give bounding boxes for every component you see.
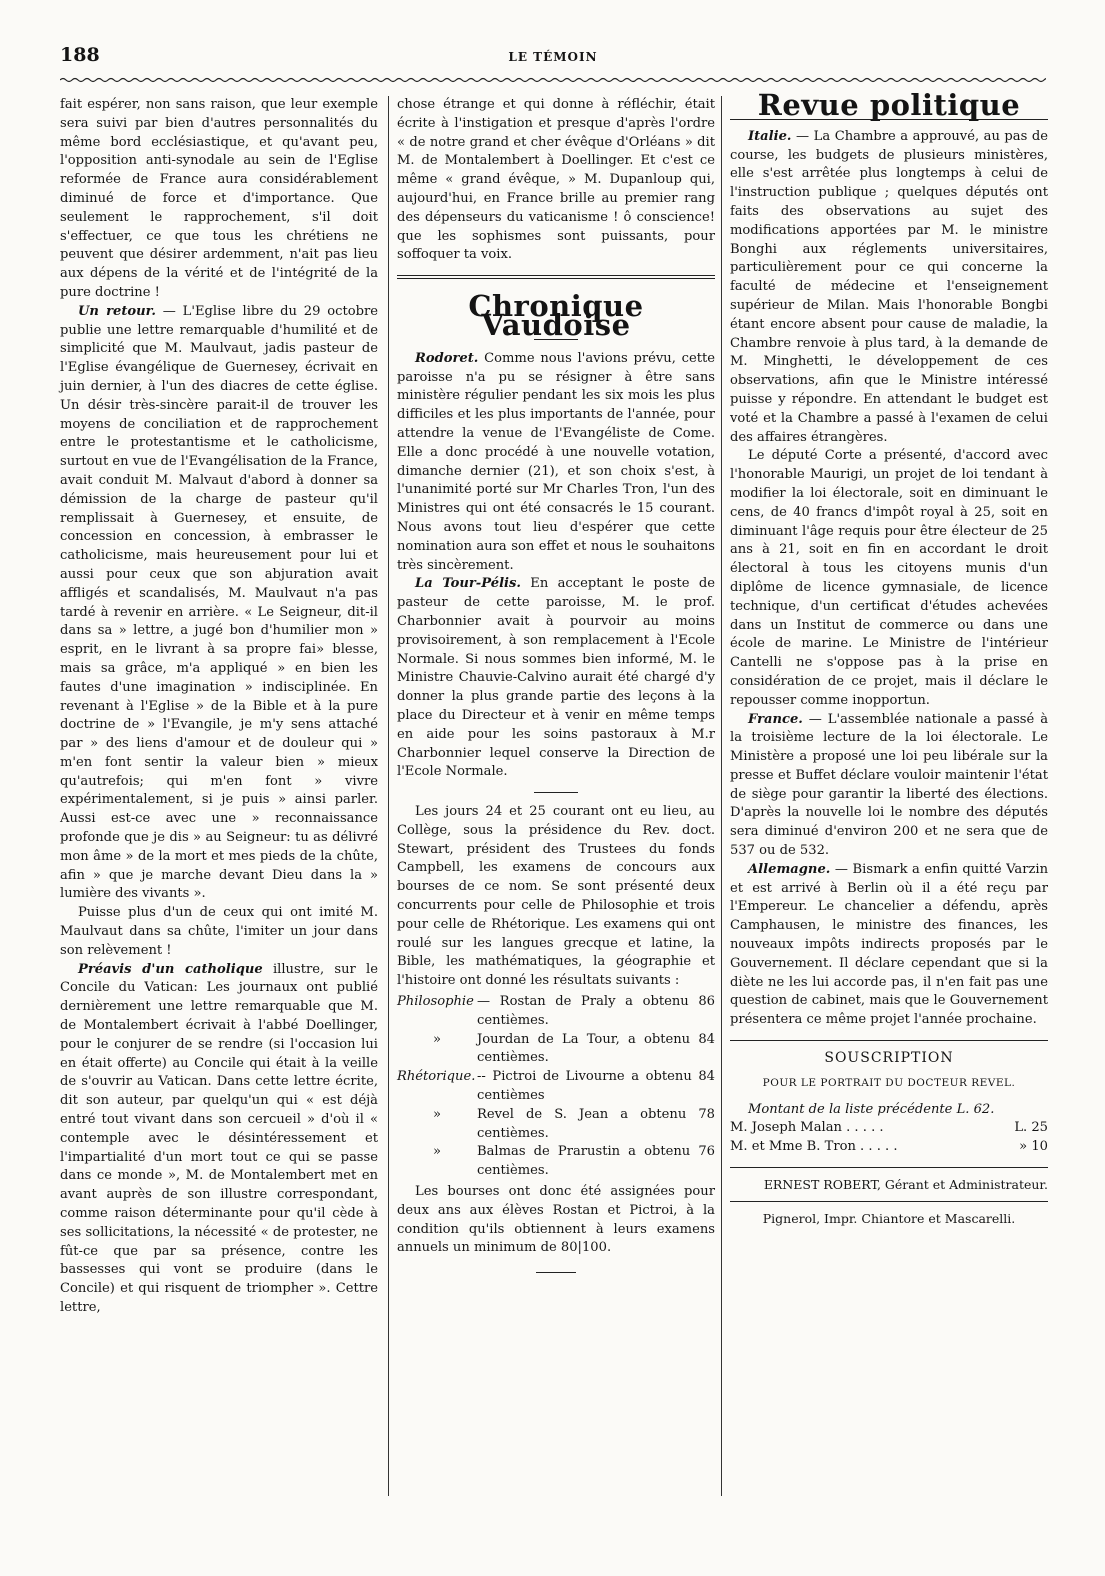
donor-amount: L. 25 (1014, 1120, 1048, 1136)
article-france (730, 711, 1048, 861)
paragraph: Puisse plus d'un de ceux qui ont imité M. Maulvaut dans sa chûte, l'imiter un jour dans son relèvement ! (60, 905, 378, 958)
column-divider (388, 96, 389, 1496)
result-label: » (432, 1031, 441, 1047)
souscription-title: SOUSCRIPTION (824, 1050, 954, 1067)
paragraph: fait espérer, non sans raison, que leur exemple sera suivi par bien d'autres personnalités du même bord ecclésiastique, et qu'avant peu, l'opposition anti-synodale au sein de l'Eglise reformée de France aura considérablement diminué de force et d'importance. Que seulement le rapprochement, s'il doit s'effectuer, ce que tous les chrétiens ne peuvent que désirer ardemment, n'ait pas lieu aux dépens de la vérité et de l'intégrité de la pure doctrine ! (60, 97, 378, 300)
result-label: Philosophie (397, 994, 474, 1010)
result-label: » (432, 1144, 441, 1160)
column-middle (397, 96, 715, 1273)
result-text: Jourdan de La Tour, a obtenu 84 centièmes. (477, 1031, 715, 1066)
article-text: Comme nous l'avions prévu, cette paroisse n'a pu se résigner à être sans ministère régulier pendant les six mois les plus difficiles et les plus importants de l'année, pour attendre la venue de l'Evangéliste de Come. Elle a donc procédé à une nouvelle votation, dimanche dernier (21), et son choix s'est, à l'unanimité porté sur Mr Charles Tron, l'un des Ministres qui ont été consacrés le 15 courant. Nous avons tout lieu d'espérer que cette nomination aura son effet et nous le souhaitons très sincèrement. (397, 350, 715, 573)
column-divider (721, 96, 722, 1496)
article-un-retour (60, 303, 378, 905)
article-tour-pelis (397, 575, 715, 782)
short-rule (536, 1272, 576, 1273)
section-divider (730, 1201, 1048, 1202)
rubric-heading: Un retour. (78, 303, 156, 319)
donor-name: M. et Mme B. Tron . . . . . (730, 1139, 898, 1155)
rubric-heading: France. (748, 711, 803, 727)
article-text: En acceptant le poste de pasteur de cette paroisse, M. le prof. Charbonnier avait à pourvoir au moins provisoirement, à son remplacement à l'Ecole Normale. Si nous sommes bien informé, M. le Ministre Chauvie-Calvino aurait été chargé d'y donner la plus grande partie des leçons à la place du Directeur et à venir en même temps en aide pour les soins pastoraux à M.r Charbonnier lequel conserve la Direction de l'Ecole Normale. (397, 576, 716, 780)
result-row (397, 1106, 715, 1144)
article-allemagne (730, 861, 1048, 1030)
rubric-heading: Préavis d'un catholique (78, 961, 263, 977)
result-row (397, 993, 715, 1031)
gerant-imprint: ERNEST ROBERT, Gérant et Administrateur. (763, 1177, 1048, 1193)
page-number: 188 (60, 44, 100, 66)
column-right (730, 88, 1048, 1229)
short-rule (534, 792, 578, 793)
paragraph: Le député Corte a présenté, d'accord avec l'honorable Maurigi, un projet de loi tendant à modifier la loi électorale, soit en diminuant le cens, de 40 francs d'impôt royal à 25, soit en diminuant l'âge requis pour être électeur de 25 ans à 21, soit en fin en accordant le droit électoral à tous les citoyens munis d'un diplôme de licence gymnasiale, de licence technique, d'un certificat d'études achevées dans un Institut de commerce ou dans une école de marine. Le Ministre de l'intérieur Cantelli ne s'oppose pas à la prise en considération de ce projet, mais il déclare le repousser comme inopportun. (730, 448, 1048, 708)
paragraph: chose étrange et qui donne à réfléchir, était écrite à l'instigation et presque d'après l'ordre « de notre grand et cher évêque d'Orléans » dit M. de Montalembert à Doellinger. Et c'est ce même « grand évêque, » M. Dupanloup qui, aujourd'hui, en France brille au premier rang des dépenseurs du vaticanisme ! ô conscience! que les sophismes sont puissants, pour soffoquer ta voix. (397, 97, 715, 263)
paragraph: Les jours 24 et 25 courant ont eu lieu, au Collège, sous la présidence du Rev. doct. Stewart, président des Trustees du fonds Campbell, les examens de concours aux bourses de ce nom. Se sont présenté deux concurrents pour celle de Philosophie et trois pour celle de Rhétorique. Les examens qui ont roulé sur les langues grecque et latine, la Bible, les mathématiques, la géographie et l'histoire ont donné les résultats suivants : (397, 804, 715, 989)
article-text: — La Chambre a approuvé, au pas de course, les budgets de plusieurs ministères, elle s'est arrêtée plus longtemps à celui de l'instruction publique ; quelques députés ont faits des observations au sujet des modifications apportées par M. le ministre Bonghi aux réglements universitaires, particulièrement pour ce qui concerne la faculté de médecine et l'enseignement supérieur de Milan. Mais l'honorable Bongbi étant encore absent pour cause de maladie, la Chambre renvoie à plus tard, à la demande de M. Minghetti, le développement de ces observations, afin que le Ministre intéressé puisse y répondre. En attendant le budget est voté et la Chambre a passé à l'examen de celui des affaires étrangères. (730, 128, 1048, 445)
souscription-subtitle: POUR LE PORTRAIT DU DOCTEUR REVEL. (762, 1076, 1016, 1089)
section-divider (730, 1040, 1048, 1041)
article-text: — L'assemblée nationale a passé à la troisième lecture de la loi électorale. Le Ministère a proposé une loi peu libérale sur la presse et Buffet déclare vouloir maintenir l'état de siège pour garantir la liberté des élections. D'après la nouvelle loi le nombre des députés sera diminué d'environ 200 et ne sera que de 537 ou de 532. (730, 711, 1048, 859)
section-divider (730, 1167, 1048, 1168)
result-text: — Rostan de Praly a obtenu 86 centièmes. (477, 994, 715, 1028)
result-label: » (432, 1106, 441, 1122)
section-divider (397, 275, 715, 279)
rubric-heading: Rodoret. (415, 350, 479, 366)
section-title-revue: Revue politique (757, 88, 1021, 122)
page-header (60, 44, 1046, 74)
result-text: Balmas de Prarustin a obtenu 76 centièmes. (477, 1144, 715, 1179)
rubric-heading: Italie. (748, 128, 792, 144)
printer-imprint: Pignerol, Impr. Chiantore et Mascarelli. (762, 1210, 1016, 1226)
result-row (397, 1143, 715, 1181)
article-preavis (60, 961, 378, 1318)
section-title-chronique: Chronique Vaudoise (468, 289, 644, 342)
masthead-title: LE TÉMOIN (508, 50, 598, 64)
souscription-line (730, 1119, 1048, 1138)
result-row (397, 1031, 715, 1069)
result-label: Rhétorique. (397, 1069, 476, 1085)
rubric-heading: La Tour-Pélis. (415, 576, 521, 592)
article-text: illustre, sur le Concile du Vatican: Les journaux ont publié dernièrement une lettre remarquable que M. de Montalembert écrivait à l'abbé Doellinger, pour le conjurer de se rendre (si l'occasion lui en était offerte) au Concile qui était à la veille de s'ouvrir au Vatican. Dans cette lettre écrite, dit son auteur, par quelqu'un qui « est déjà entré tout vivant dans son cercueil » d'où il « contemple avec le désintéressement et l'impartialité d'un mort tout ce qui se passe dans ce monde », M. de Montalembert met en avant auprès de son illustre correspondant, comme raison déterminante pour qu'il cède à ses sollicitations, la nécessité « de protester, ne fût-ce que par sa présence, contre les bassesses qui vont se produire (dans le Concile) et qui risquent de triompher ». Cettre lettre, (60, 961, 378, 1315)
donor-name: M. Joseph Malan . . . . . (730, 1120, 884, 1136)
rubric-heading: Allemagne. (748, 861, 831, 877)
column-left (60, 96, 378, 1318)
article-rodoret (397, 350, 715, 576)
header-wavy-rule (60, 76, 1046, 84)
article-text: — L'Eglise libre du 29 octobre publie une lettre remarquable d'humilité et de simplicité que M. Maulvaut, jadis pasteur de l'Eglise évangélique de Guernesey, écrivait en juin dernier, à l'un des diacres de cette église. Un désir très-sincère parait-il de trouver les moyens de conciliation et de rapprochement entre le protestantisme et le catholicisme, surtout en vue de l'Evangélisation de la France, avait conduit M. Malvaut d'abord à donner sa démission de la charge de pasteur qu'il remplissait à Guernesey, et ensuite, de concession en concession, à embrasser le catholicisme, mais heureusement pour lui et aussi pour ceux que son abjuration avait affligés et scandalisés, M. Maulvaut n'a pas tardé à revenir en arrière. « Le Seigneur, dit-il dans sa » lettre, a jugé bon d'humilier mon » esprit, en le livrant à sa propre fai» blesse, mais sa grâce, m'a appliqué » en bien les fautes d'une imagination » indisciplinée. En revenant à l'Eglise » de la Bible et à la pure doctrine de » l'Evangile, je m'y sens attaché par » des liens d'amour et de douleur qui » m'en font sentir la valeur bien » mieux qu'autrefois; qui m'en font » vivre expérimentalement, si je puis » ainsi parler. Aussi est-ce avec une » reconnaissance profonde que je dis » au Seigneur: tu as délivré mon âme » de la mort et mes pieds de la chûte, afin » que je marche devant Dieu dans la » lumière des vivants ». (60, 303, 379, 902)
result-row (397, 1068, 715, 1106)
article-italie (730, 128, 1048, 448)
result-text: Revel de S. Jean a obtenu 78 centièmes. (477, 1106, 715, 1141)
souscription-previous: Montant de la liste précédente L. 62. (748, 1101, 995, 1117)
result-text: -- Pictroi de Livourne a obtenu 84 centièmes (477, 1069, 715, 1104)
article-text: — Bismark a enfin quitté Varzin et est arrivé à Berlin où il a été reçu par l'Empereur. Le chancelier a défendu, après Camphausen, le ministre des finances, les nouveaux impôts indirects proposés par le Gouvernement. Il déclare cependant que si la diète ne les lui accorde pas, il n'en fait pas une question de cabinet, mais que le Gouvernement présentera ce même projet l'année prochaine. (730, 861, 1048, 1028)
paragraph: Les bourses ont donc été assignées pour deux ans aux élèves Rostan et Pictroi, à la condition qu'ils obtiennent à leurs examens annuels un minimum de 80|100. (397, 1184, 715, 1256)
results-list (397, 993, 715, 1181)
donor-amount: » 10 (1019, 1139, 1048, 1155)
souscription-line (730, 1138, 1048, 1157)
